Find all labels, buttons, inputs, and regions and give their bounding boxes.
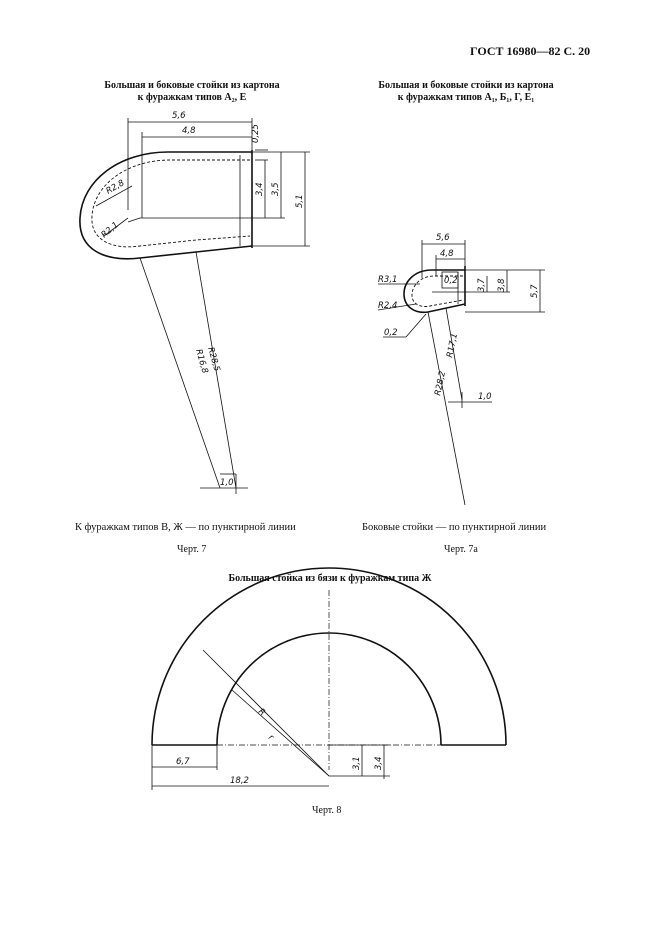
- fig8-r-outer: R: [255, 706, 268, 719]
- fig7a-dim-tip: 1,0: [478, 392, 492, 402]
- fig7-r-inner: R2,1: [99, 220, 121, 241]
- fig7a-dim-w-outer: 5,6: [436, 233, 450, 243]
- fig7a-r-big: R28,2: [433, 370, 449, 397]
- fig7-r-big: R28,5: [205, 346, 222, 373]
- fig7a-title-line1: Большая и боковые стойки из картона: [378, 80, 554, 91]
- fig7a-dim-h1: 3,7: [477, 278, 487, 292]
- fig7a-dim-h3: 5,7: [530, 284, 540, 298]
- fig8-drawing: [152, 568, 506, 790]
- fig7-dim-h2: 3,5: [271, 182, 281, 196]
- fig7-inner-contour: [92, 160, 250, 247]
- fig7a-drawing: [378, 233, 545, 505]
- fig7-dim-gap: 0,25: [251, 124, 261, 143]
- fig8-r-inner: r: [265, 732, 276, 743]
- fig7a-caption: Боковые стойки — по пунктирной линии: [362, 522, 547, 533]
- fig7a-dim-gap: 0,2: [444, 276, 458, 286]
- fig8-dim-h2: 3,4: [374, 756, 384, 770]
- fig7a-title-line2: к фуражкам типов А₁, Б₁, Г, Е₁: [397, 92, 535, 103]
- fig8-title: Большая стойка из бязи к фуражкам типа Ж: [228, 573, 432, 584]
- fig8-dim-h1: 3,1: [352, 756, 362, 770]
- fig7-dim-h3: 5,1: [295, 194, 305, 208]
- fig7-title-line2: к фуражкам типов А₂, Е: [137, 92, 247, 103]
- fig7a-r-small: R17,1: [445, 332, 461, 359]
- fig8-dim-width: 6,7: [176, 757, 190, 767]
- fig7-dim-h1: 3,4: [255, 182, 265, 196]
- fig7-dim-w-inner: 4,8: [182, 126, 196, 136]
- fig7-label: Черт. 7: [177, 544, 207, 555]
- fig7-r-small: R16,8: [193, 348, 210, 375]
- fig7a-gap-bottom: 0,2: [384, 328, 398, 338]
- page-header: ГОСТ 16980—82 С. 20: [470, 44, 591, 58]
- fig7a-dim-w-inner: 4,8: [440, 249, 454, 259]
- fig8-dim-span: 18,2: [230, 776, 249, 786]
- fig7-dim-w-outer: 5,6: [172, 111, 186, 121]
- fig7a-label: Черт. 7а: [444, 544, 478, 555]
- fig7-title-line1: Большая и боковые стойки из картона: [104, 80, 280, 91]
- fig7a-r-outer: R3,1: [378, 275, 398, 285]
- fig7-caption: К фуражкам типов В, Ж — по пунктирной линии: [75, 522, 296, 533]
- fig7-drawing: [80, 111, 310, 494]
- fig7-outer-contour: [80, 152, 252, 259]
- fig7-dim-tip: 1,0: [220, 478, 234, 488]
- fig7-r-outer: R2,8: [104, 178, 127, 197]
- fig7a-r-inner: R2,4: [378, 301, 398, 311]
- fig8-label: Черт. 8: [312, 805, 342, 816]
- fig7a-dim-h2: 3,8: [497, 278, 507, 292]
